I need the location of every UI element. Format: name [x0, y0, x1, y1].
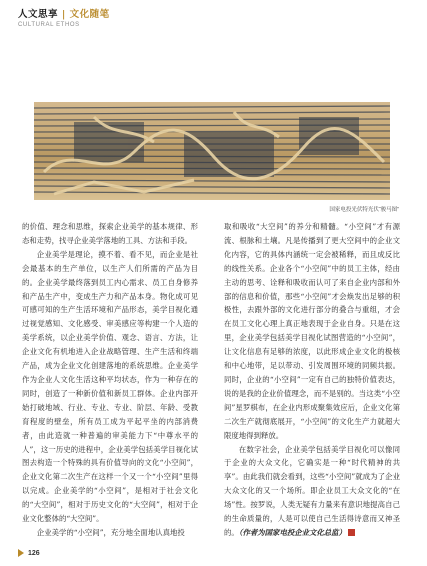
solar-panels-illustration: [34, 102, 390, 200]
paragraph-text: 在数字社会，企业美学包括美学目视化可以像同于企业的大众文化，它确实是一种“时代精神的共享”。由此我们就会看到，这些“小空间”就成为了企业大众文化的又一个场所。即企业员工大众文化的“在场”性。按罗说，人类无疑有力量来有意识地提高自己的生命质量的，人是可以使自己生活得诗意而又神圣的。: [224, 444, 400, 537]
text-column-left: [22, 220, 198, 540]
paragraph: 企业美学的“小空间”，充分地全面地认真地投: [36, 527, 185, 537]
section-name: 人文思享: [18, 9, 59, 20]
page-footer: [18, 549, 40, 557]
section-subname: 文化随笔: [69, 9, 110, 20]
text-column-right: [224, 220, 400, 540]
paragraph: 的价值、理念和思维，探索企业美学的基本规律、形态和走势，找寻企业美学落地的工具、方法和手段。: [22, 222, 198, 245]
photo-caption: 国家电投光伏特光伏“骏马图”: [329, 207, 399, 213]
section-header: [18, 6, 110, 28]
paragraph: 企业美学是理论，摸不着、看不见，而企业是社会最基本的生产单位，以生产人们所需的产品为目的。企业美学最终落到员工内心需求、员工自身修养和产品生产中，变成生产力和产品本身。物化成可见可感可知的生产生活环境和产品形态，美学目视化通过视觉感知、文化感受、审美感应等构建一个人造的美学系统，以企业美学价值、观念、语言、方法，让企业文化有机地进入企业战略管理、生产生活和终端产品，成为企业文化创建落地的系统思维。企业美学作为企业人文化生活这种平均状态，作为一种存在的同时，创造了一种新价值和新员工群体。企业内部开始打破地域、行业、专业、专业、阶层、年龄、受教育程度的壁垒，所有员工成为平起平坐的内部消费者，由此造就一种普遍的审美能力下“中尊水平的人”，这一历史的进程中，企业美学包括美学目视化试图去构造一个特殊的具有价值导向的文化“小空间”，企业文化第二次生产在这样一个又一个“小空间”里得以完成。企业美学的“小空间”，是相对于社会文化的“大空间”，相对于历史文化的“大空间”，相对于企业文化整体的“大空间”。: [22, 249, 198, 524]
end-mark-icon: [348, 529, 355, 536]
page-number: 126: [28, 549, 40, 557]
section-title: [18, 6, 110, 20]
triangle-icon: [18, 549, 24, 557]
paragraph: 取和吸收“大空间”的养分和精髓。“小空间”才有源流、根脉和土壤。凡是传播到了更大空间中的企业文化内容，它的具体内涵统一定会被稀释，而且成反比的线性关系。企业各个“小空间”中的员工主体，经由主动的思考、诠释和吸收而认可了来自企业内部和外部的信息和价值，那些“小空间”才会焕发出足够的积极性，去跟外部的文化进行部分的叠合与重组，才会在员工文化心理上真正地表现于企业自身。只是在这里，企业美学包括美学目视化试图营造的“小空间”，让文化信息有足够的浓度，以此形成企业文化的极核和中心地带，足以带动、引发周围环境的同频共振。同时，企业的“小空间”一定有自己的独特价值表达，说的是我的企业价值理念，而不是别的。当这类“小空间”星罗棋布，在企业内形成聚集效应后，企业文化第二次生产就彻底展开，“小空间”的文化生产力就超大限度地得到释放。: [224, 222, 400, 440]
author-note: （作者为国家电投企业文化总监）: [238, 527, 346, 537]
paragraph: [224, 443, 400, 540]
section-english: CULTURAL ETHOS: [18, 22, 80, 28]
section-divider: |: [58, 9, 70, 20]
aerial-solar-photo: [34, 102, 390, 200]
